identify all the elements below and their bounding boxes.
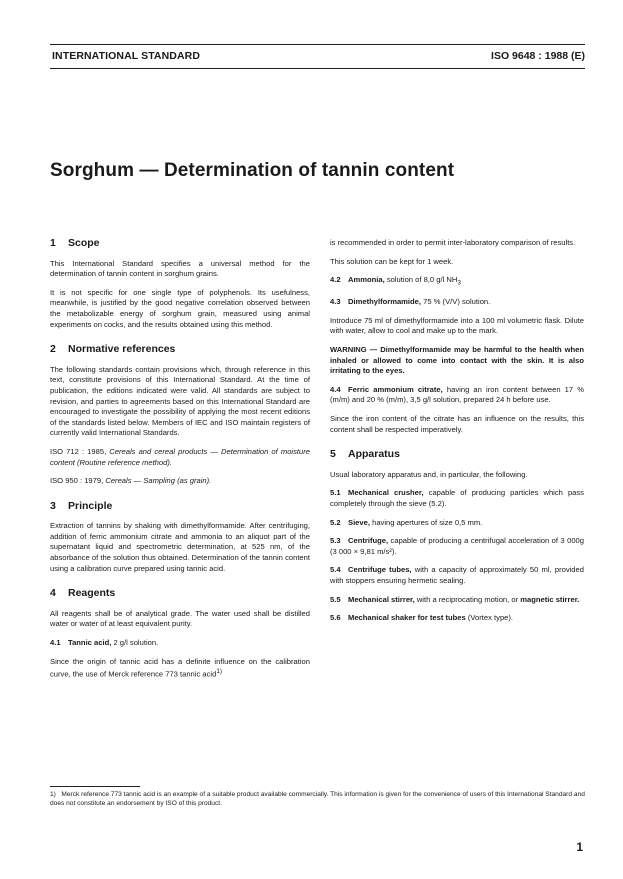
page-number: 1 (576, 840, 583, 854)
document-title: Sorghum — Determination of tannin content (50, 160, 455, 181)
header-document-number: ISO 9648 : 1988 (E) (491, 50, 585, 62)
footnote (50, 791, 585, 808)
reagents-paragraph: All reagents shall be of analytical grade. The water used shall be distilled water or water of at least equivalent purity. (50, 608, 310, 629)
footnote-separator (50, 786, 140, 787)
reagent-4-1-note: Since the origin of tannic acid has a definite influence on the calibration curve, the use of Merck reference 773 tannic acid$^{1)}$ (50, 656, 310, 679)
reagent-4-3: 4.3 Dimethylformamide, 75 % (V/V) solution. (330, 297, 491, 307)
footnote-text: Merck reference 773 tannic acid is an example of a suitable product available commercially. This information is given for the convenience of users of this International Standard and does not constitute an endorsement by ISO of this product. (50, 791, 585, 807)
reagent-4-3-preparation: Introduce 75 ml of dimethylformamide into a 100 ml volumetric flask. Dilute with water, allow to cool and make up to the mark. (330, 315, 584, 336)
reagent-4-1-storage: This solution can be kept for 1 week. (330, 256, 454, 266)
reagent-4-1-note-continued: is recommended in order to permit inter-laboratory comparison of results. (330, 238, 576, 247)
scope-paragraph-1: This International Standard specifies a universal method for the determination of tannin content in sorghum grains. (50, 258, 310, 279)
header-rule-top (50, 44, 585, 45)
section-scope-heading: 1 Scope (50, 237, 100, 249)
section-references-heading: 2 Normative references (50, 343, 176, 356)
apparatus-5-6: 5.6 Mechanical shaker for test tubes (Vortex type). (330, 613, 514, 623)
left-column (50, 238, 310, 688)
section-reagents-heading: 4 Reagents (50, 587, 116, 600)
page-header (50, 50, 585, 66)
principle-paragraph: Extraction of tannins by shaking with dimethylformamide. After centrifuging, addition of ferric ammonium citrate and ammonia to an aliquot part of the supernatant liquid and spectrometric determination, at 525 nm, of the absorbance of the solution thus obtained. Determination of the tannin content using a calibration curve prepared using tannic acid. (50, 521, 310, 573)
reagent-4-1: 4.1 Tannic acid, 2 g/l solution. (50, 638, 159, 648)
warning-notice: WARNING — Dimethylformamide may be harmful to the health when inhaled or allowed to come into contact with the skin. It is also irritating to the eyes. (330, 345, 584, 376)
apparatus-5-4: 5.4 Centrifuge tubes, with a capacity of approximately 50 ml, provided with stoppers ensuring hermetic sealing. (330, 565, 584, 585)
scope-paragraph-2: It is not specific for one single type of polyphenols. Its usefulness, meanwhile, is justified by the good negative correlation observed between the metabolizable energy of sorghum grain, measured using animal experiments on cocks, and the results obtained using this method. (50, 287, 310, 329)
reagent-4-2: 4.2 Ammonia, solution of 8,0 g/l $NH_3$ (330, 275, 461, 287)
right-column (330, 238, 584, 632)
apparatus-5-5: 5.5 Mechanical stirrer, with a reciprocating motion, or magnetic stirrer. (330, 594, 580, 604)
reagent-4-4-note: Since the iron content of the citrate has an influence on the results, this content shall be respected imperatively. (330, 414, 584, 434)
apparatus-5-3: 5.3 Centrifuge, capable of producing a centrifugal acceleration of 3 000g (3 000 × 9,81 m/s²). (330, 536, 584, 556)
footnote-reference: 1) (216, 668, 222, 676)
reference-iso-950: ISO 950 : 1979, Cereals — Sampling (as grain). (50, 476, 212, 486)
apparatus-5-2: 5.2 Sieve, having apertures of size 0,5 mm. (330, 517, 483, 527)
section-principle-heading: 3 Principle (50, 499, 113, 512)
references-paragraph: The following standards contain provisions which, through reference in this text, constitute provisions of this International Standard. At the time of publication, the editions indicated were valid. All standards are subject to revision, and parties to agreements based on this International Standard are encouraged to investigate the possibility of applying the most recent editions of the standards listed below. Members of IEC and ISO maintain registers of currently valid International Standards. (50, 364, 310, 438)
apparatus-5-1: 5.1 Mechanical crusher, capable of producing particles which pass completely through the sieve (5.2). (330, 488, 584, 509)
header-standard-type: INTERNATIONAL STANDARD (52, 50, 201, 62)
reference-iso-712: ISO 712 : 1985, Cereals and cereal products — Determination of moisture content (Routine reference method). (50, 446, 310, 467)
footnote-mark: 1) (50, 791, 56, 798)
apparatus-paragraph: Usual laboratory apparatus and, in particular, the following. (330, 469, 528, 479)
section-apparatus-heading: 5 Apparatus (330, 448, 400, 461)
reagent-4-4: 4.4 Ferric ammonium citrate, having an iron content between 17 % (m/m) and 20 % (m/m), 3,5 g/l solution, prepared 24 h before use. (330, 384, 584, 405)
header-rule-bottom (50, 68, 585, 69)
